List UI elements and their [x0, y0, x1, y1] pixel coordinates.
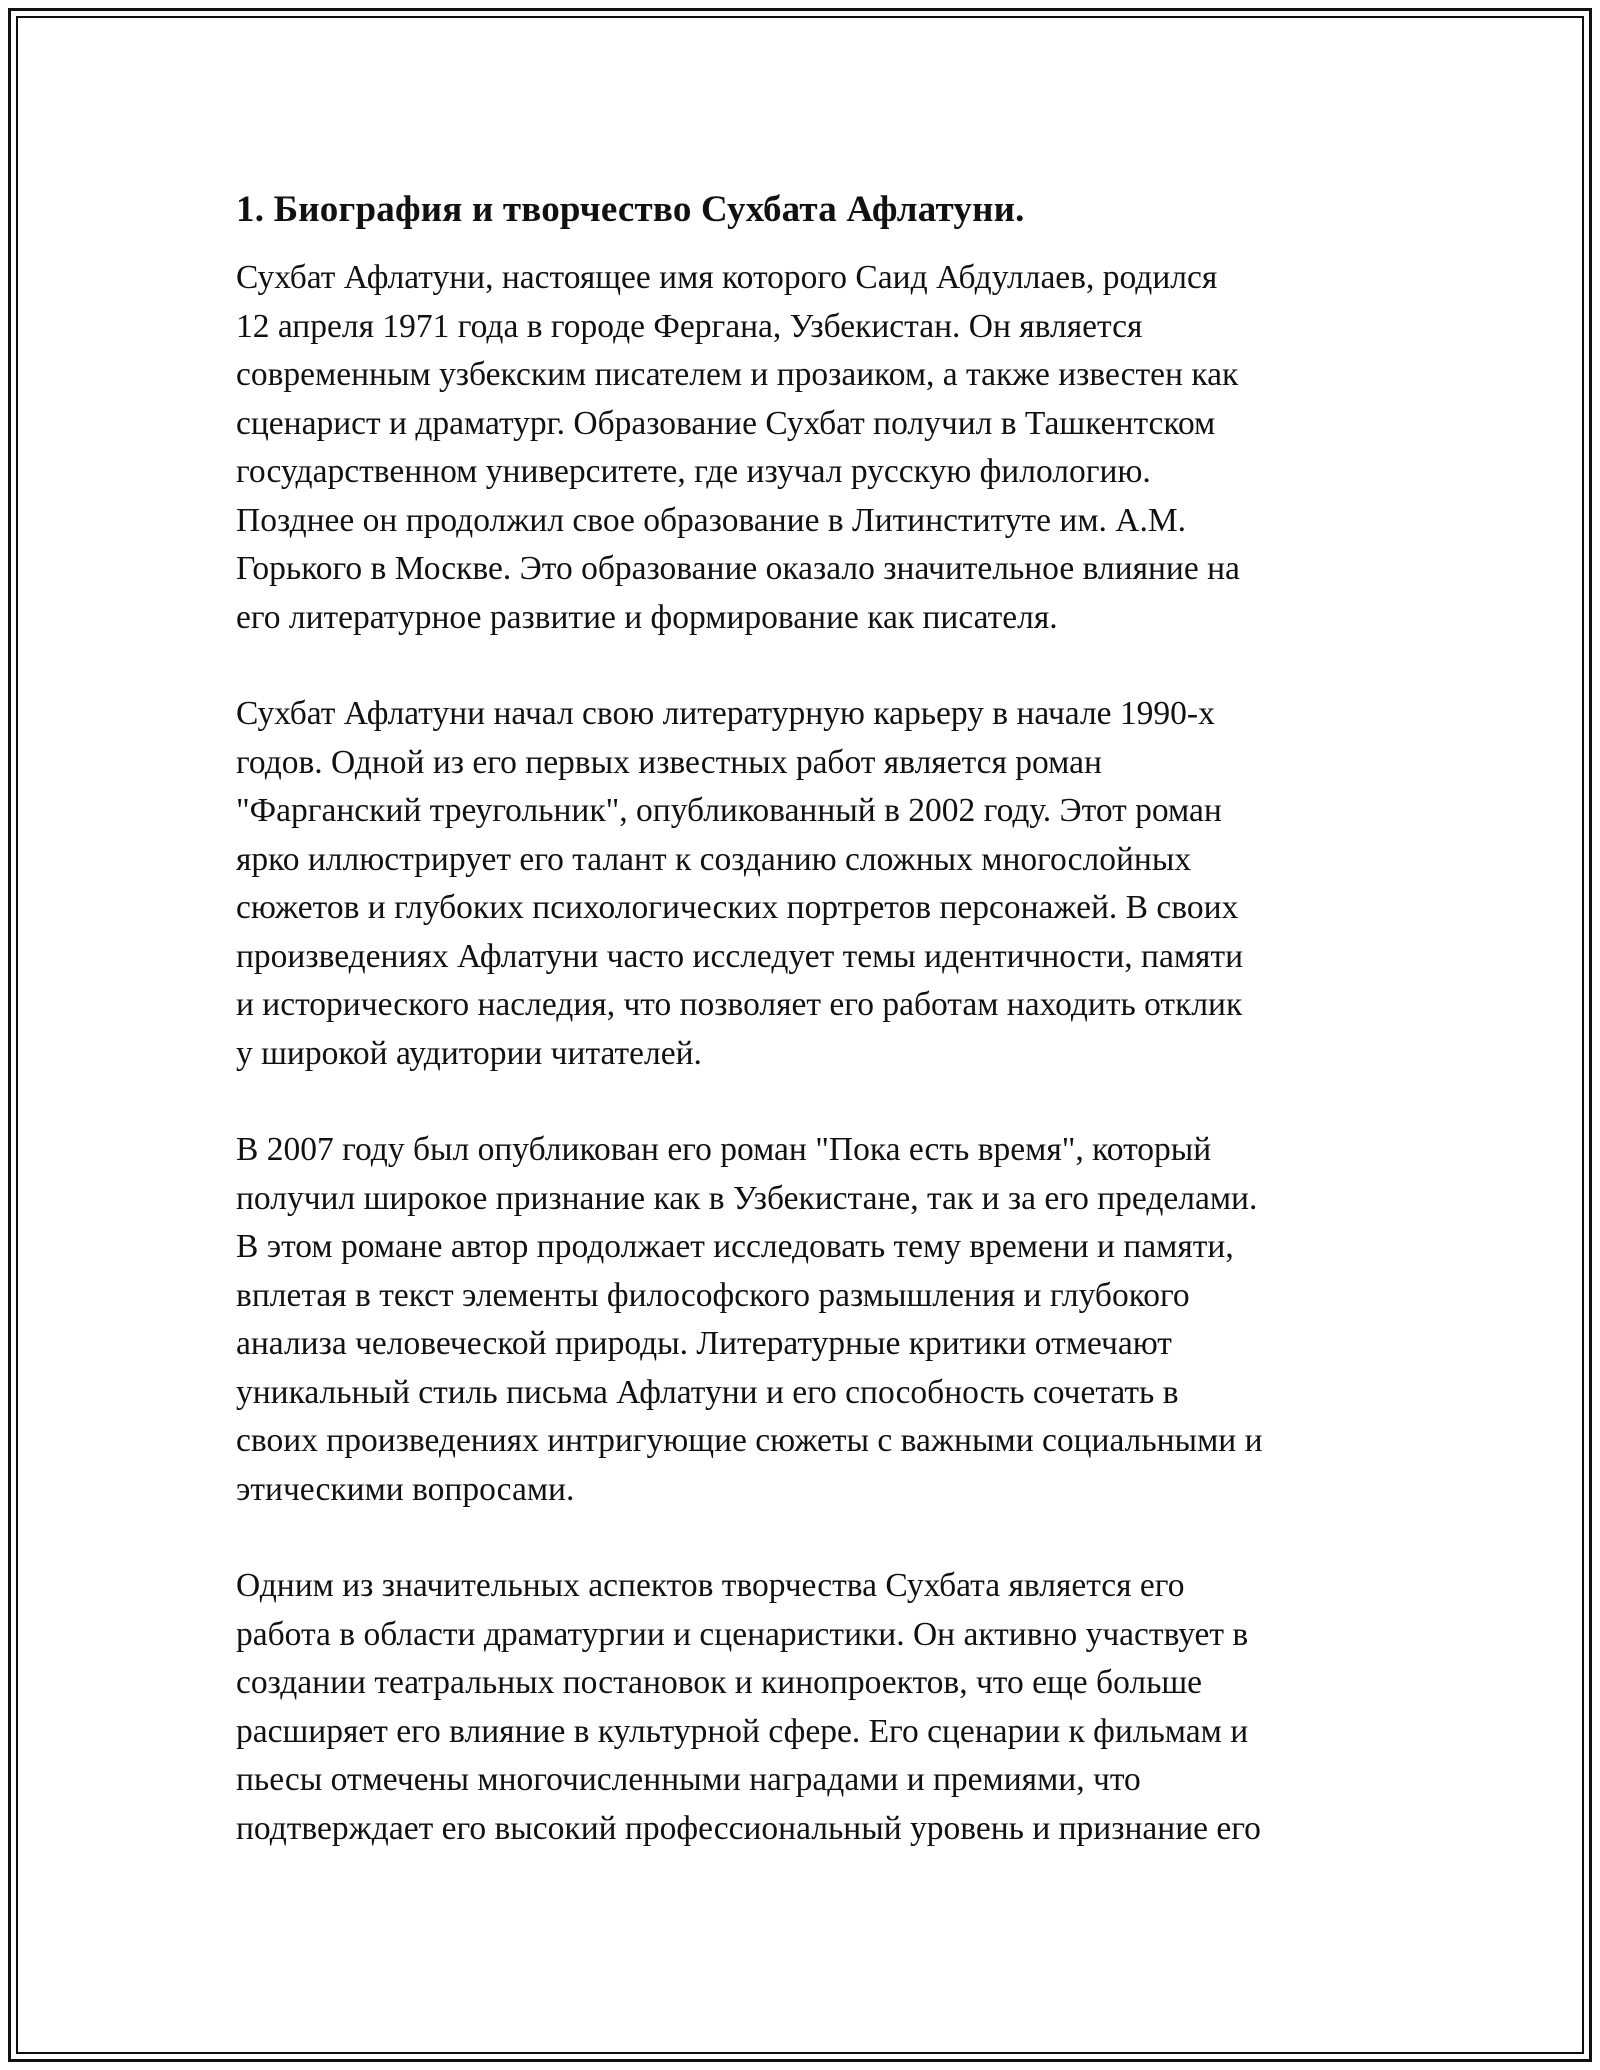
document-body — [236, 188, 1366, 1901]
text-line: "Фарганский треугольник", опубликованный в 2002 году. Этот роман — [236, 792, 1222, 829]
text-line: расширяет его влияние в культурной сфере. Его сценарии к фильмам и — [236, 1712, 1249, 1750]
text-line: современным узбекским писателем и прозаиком, а также известен как — [236, 356, 1239, 393]
text-line: В этом романе автор продолжает исследовать тему времени и памяти, — [236, 1228, 1234, 1265]
text-line: своих произведениях интригующие сюжеты с важными социальными и — [236, 1422, 1263, 1459]
text-line: получил широкое признание как в Узбекистане, так и за его пределами. — [236, 1179, 1258, 1217]
text-line: В 2007 году был опубликован его роман "Пока есть время", который — [236, 1131, 1212, 1168]
text-line: и исторического наследия, что позволяет его работам находить отклик — [236, 986, 1243, 1023]
text-line: работа в области драматургии и сценаристики. Он активно участвует в — [236, 1615, 1249, 1653]
text-line: у широкой аудитории читателей. — [236, 1034, 702, 1072]
paragraph-biography — [236, 254, 1366, 642]
text-line: государственном университете, где изучал русскую филологию. — [236, 453, 1151, 490]
paragraph-drama-screenwriting — [236, 1562, 1366, 1853]
text-line: пьесы отмечены многочисленными наградами и премиями, что — [236, 1761, 1141, 1798]
text-line: ярко иллюстрирует его талант к созданию сложных многослойных — [236, 840, 1192, 878]
text-line: Сухбат Афлатуни начал свою литературную карьеру в начале 1990-х — [236, 695, 1215, 732]
text-line: анализа человеческой природы. Литературные критики отмечают — [236, 1325, 1172, 1362]
section-title: 1. Биография и творчество Сухбата Афлатуни. — [236, 189, 1025, 230]
text-line: годов. Одной из его первых известных работ является роман — [236, 743, 1102, 781]
text-line: Одним из значительных аспектов творчества Сухбата является его — [236, 1567, 1185, 1604]
text-line: Сухбат Афлатуни, настоящее имя которого Саид Абдуллаев, родился — [236, 259, 1218, 296]
text-line: сценарист и драматург. Образование Сухбат получил в Ташкентском — [236, 404, 1216, 442]
text-line: сюжетов и глубоких психологических портретов персонажей. В своих — [236, 889, 1239, 926]
paragraph-early-career — [236, 690, 1366, 1078]
text-line: вплетая в текст элементы философского размышления и глубокого — [236, 1276, 1190, 1314]
text-line: произведениях Афлатуни часто исследует темы идентичности, памяти — [236, 937, 1244, 975]
paragraph-novel-2007 — [236, 1126, 1366, 1514]
text-line: его литературное развитие и формирование как писателя. — [236, 598, 1058, 636]
text-line: 12 апреля 1971 года в городе Фергана, Узбекистан. Он является — [236, 307, 1143, 345]
text-line: Позднее он продолжил свое образование в Литинституте им. А.М. — [236, 501, 1187, 539]
text-line: создании театральных постановок и кинопроектов, что еще больше — [236, 1664, 1203, 1701]
text-line: уникальный стиль письма Афлатуни и его способность сочетать в — [236, 1373, 1179, 1411]
text-line: подтверждает его высокий профессиональный уровень и признание его — [236, 1809, 1261, 1847]
text-line: этическими вопросами. — [236, 1470, 575, 1508]
text-line: Горького в Москве. Это образование оказало значительное влияние на — [236, 550, 1240, 587]
